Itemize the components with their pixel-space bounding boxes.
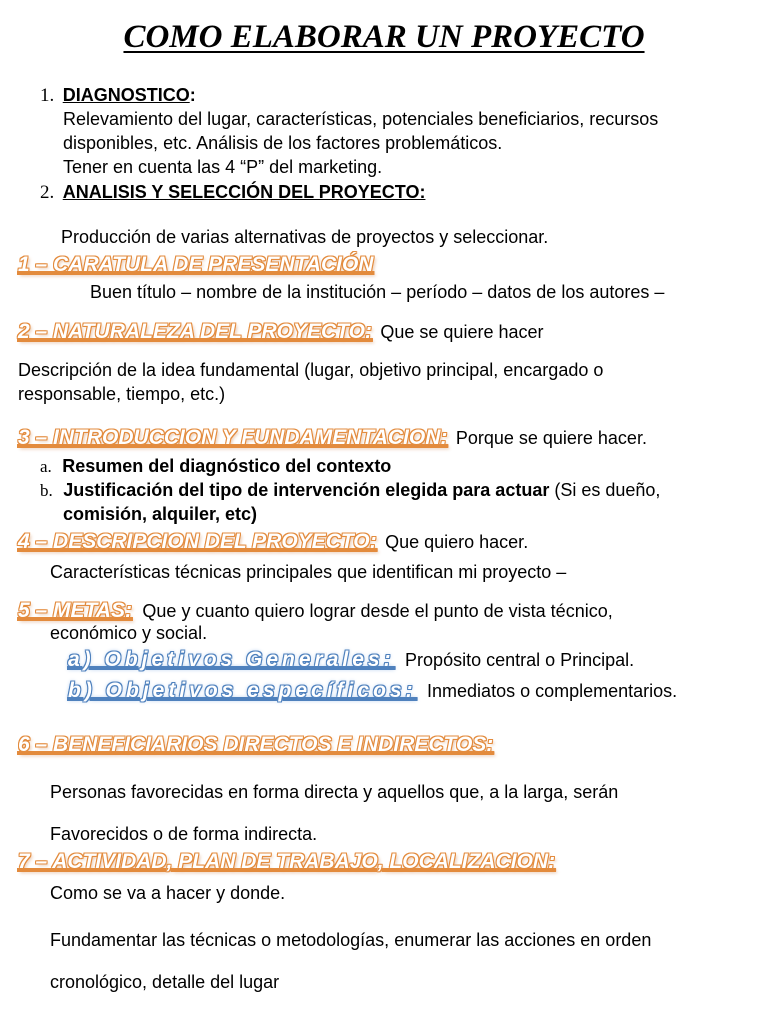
section-heading: 5 – METAS: <box>18 599 132 622</box>
section-heading: DIAGNOSTICO <box>62 85 190 105</box>
paragraph-line: Descripción de la idea fundamental (lugar, objetivo principal, encargado o <box>18 360 604 380</box>
list-item-rest: (Si es dueño, <box>549 480 661 500</box>
objective-text: Inmediatos o complementarios. <box>427 681 678 701</box>
section-heading: 4 – DESCRIPCION DEL PROYECTO: <box>18 530 377 553</box>
section-heading-caratula: 1 – CARATULA DE PRESENTACIÓN <box>18 253 374 276</box>
heading-colon: : <box>189 85 196 105</box>
objective-text: Propósito central o Principal. <box>405 650 635 670</box>
section-naturaleza <box>18 320 544 344</box>
section-heading: 3 – INTRODUCCION Y FUNDAMENTACION: <box>18 426 448 449</box>
list-number: 1. <box>40 85 55 106</box>
list-marker: b. <box>40 481 53 500</box>
paragraph-line: económico y social. <box>50 623 208 643</box>
paragraph-line: cronológico, detalle del lugar <box>50 972 280 992</box>
paragraph-line: Relevamiento del lugar, características, potenciales beneficiarios, recursos <box>63 109 659 129</box>
paragraph-line: Características técnicas principales que identifican mi proyecto – <box>50 562 567 582</box>
paragraph-line: Como se va a hacer y donde. <box>50 883 286 903</box>
objective-label: a) Objetivos Generales: <box>68 648 395 671</box>
section-heading-beneficiarios: 6 – BENEFICIARIOS DIRECTOS E INDIRECTOS: <box>18 733 494 756</box>
paragraph-line: Buen título – nombre de la institución – período – datos de los autores – <box>90 282 665 302</box>
list-marker: a. <box>40 457 52 476</box>
section-introduccion <box>18 426 647 450</box>
list-item-bold: Resumen del diagnóstico del contexto <box>62 456 392 476</box>
section-heading: ANALISIS Y SELECCIÓN DEL PROYECTO: <box>62 182 426 202</box>
section-diagnostico <box>40 84 196 107</box>
paragraph-line: disponibles, etc. Análisis de los factores problemáticos. <box>63 133 503 153</box>
paragraph-line: Producción de varias alternativas de proyectos y seleccionar. <box>61 227 549 247</box>
list-item <box>40 455 391 477</box>
objective-label: b) Objetivos específicos: <box>68 679 417 702</box>
paragraph-line: responsable, tiempo, etc.) <box>18 384 226 404</box>
list-item <box>40 479 660 501</box>
section-analisis <box>40 181 425 204</box>
objective-general <box>68 648 634 672</box>
list-item-bold: Justificación del tipo de intervención elegida para actuar <box>63 480 550 500</box>
section-heading-actividad: 7 – ACTIVIDAD, PLAN DE TRABAJO, LOCALIZACION: <box>18 850 556 873</box>
page-title: COMO ELABORAR UN PROYECTO <box>123 19 645 55</box>
paragraph-line: Tener en cuenta las 4 “P” del marketing. <box>63 157 383 177</box>
inline-text: Porque se quiere hacer. <box>455 428 647 448</box>
paragraph-line: Fundamentar las técnicas o metodologías, enumerar las acciones en orden <box>50 930 652 950</box>
section-heading: 2 – NATURALEZA DEL PROYECTO: <box>18 320 372 343</box>
paragraph-line: Favorecidos o de forma indirecta. <box>50 824 318 844</box>
inline-text: Que quiero hacer. <box>385 532 529 552</box>
section-metas <box>18 599 613 623</box>
section-descripcion <box>18 530 528 554</box>
inline-text: Que se quiere hacer <box>380 322 544 342</box>
paragraph-line: Personas favorecidas en forma directa y aquellos que, a la larga, serán <box>50 782 619 802</box>
objective-specific <box>68 679 677 703</box>
list-item-continuation: comisión, alquiler, etc) <box>63 504 258 524</box>
inline-text: Que y cuanto quiero lograr desde el punto de vista técnico, <box>142 601 613 621</box>
list-number: 2. <box>40 182 55 203</box>
